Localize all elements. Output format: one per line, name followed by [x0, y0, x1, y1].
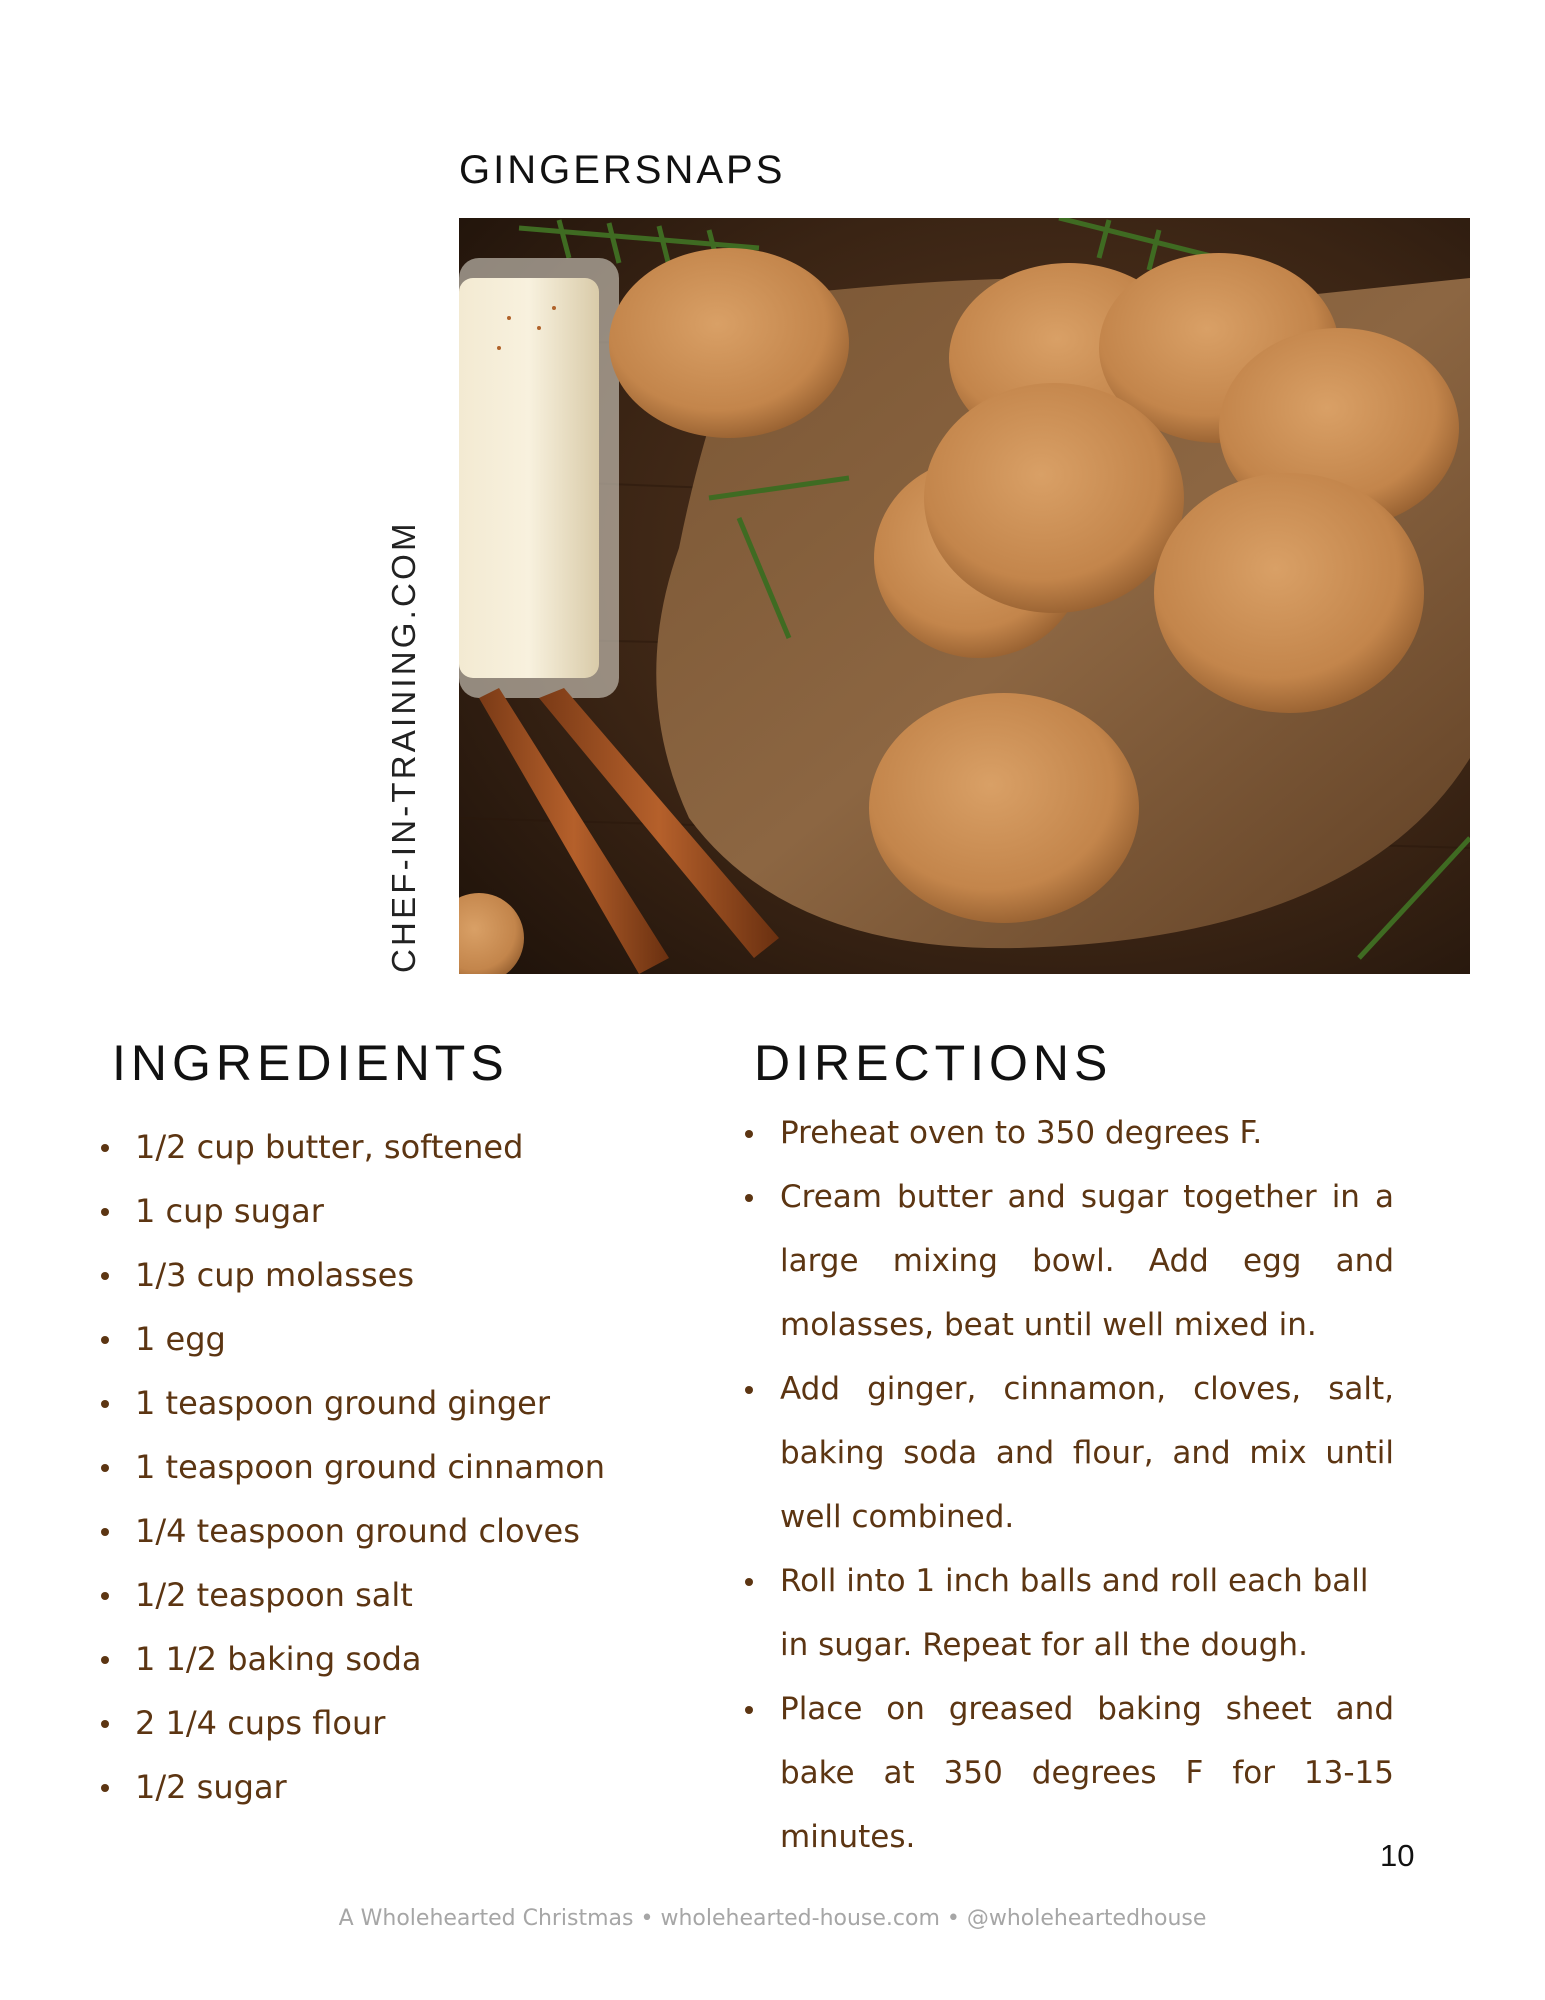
- ingredient-item: 1 cup sugar: [98, 1179, 605, 1243]
- ingredient-item: 1 teaspoon ground cinnamon: [98, 1435, 605, 1499]
- ingredients-heading: INGREDIENTS: [112, 1035, 509, 1091]
- side-credit-text: CHEF-IN-TRAINING.COM: [385, 520, 422, 973]
- ingredient-item: 1/2 teaspoon salt: [98, 1563, 605, 1627]
- ingredient-item: 1 teaspoon ground ginger: [98, 1371, 605, 1435]
- ingredient-item: 1 egg: [98, 1307, 605, 1371]
- glass-of-eggnog: [459, 258, 619, 698]
- ingredient-item: 1/3 cup molasses: [98, 1243, 605, 1307]
- ingredients-list: [98, 1115, 605, 1819]
- ingredient-item: 1 1/2 baking soda: [98, 1627, 605, 1691]
- ingredient-item: 2 1/4 cups flour: [98, 1691, 605, 1755]
- ingredient-item: 1/2 sugar: [98, 1755, 605, 1819]
- direction-step: Preheat oven to 350 degrees F.: [742, 1101, 1394, 1165]
- direction-step: Cream butter and sugar together in a large mixing bowl. Add egg and molasses, beat until well mixed in.: [742, 1165, 1394, 1357]
- page-footer: A Wholehearted Christmas • wholehearted-house.com • @wholeheartedhouse: [338, 1906, 1207, 1931]
- page-number: 10: [1380, 1838, 1415, 1873]
- direction-step: Place on greased baking sheet and bake at 350 degrees F for 13-15 minutes.: [742, 1677, 1394, 1869]
- direction-step: Roll into 1 inch balls and roll each ball in sugar. Repeat for all the dough.: [742, 1549, 1394, 1677]
- ingredient-item: 1/4 teaspoon ground cloves: [98, 1499, 605, 1563]
- recipe-photo: [459, 218, 1470, 974]
- directions-heading: DIRECTIONS: [754, 1035, 1113, 1091]
- directions-list: [742, 1101, 1394, 1869]
- ingredient-item: 1/2 cup butter, softened: [98, 1115, 605, 1179]
- direction-step: Add ginger, cinnamon, cloves, salt, baking soda and flour, and mix until well combined.: [742, 1357, 1394, 1549]
- recipe-title: GINGERSNAPS: [459, 148, 786, 192]
